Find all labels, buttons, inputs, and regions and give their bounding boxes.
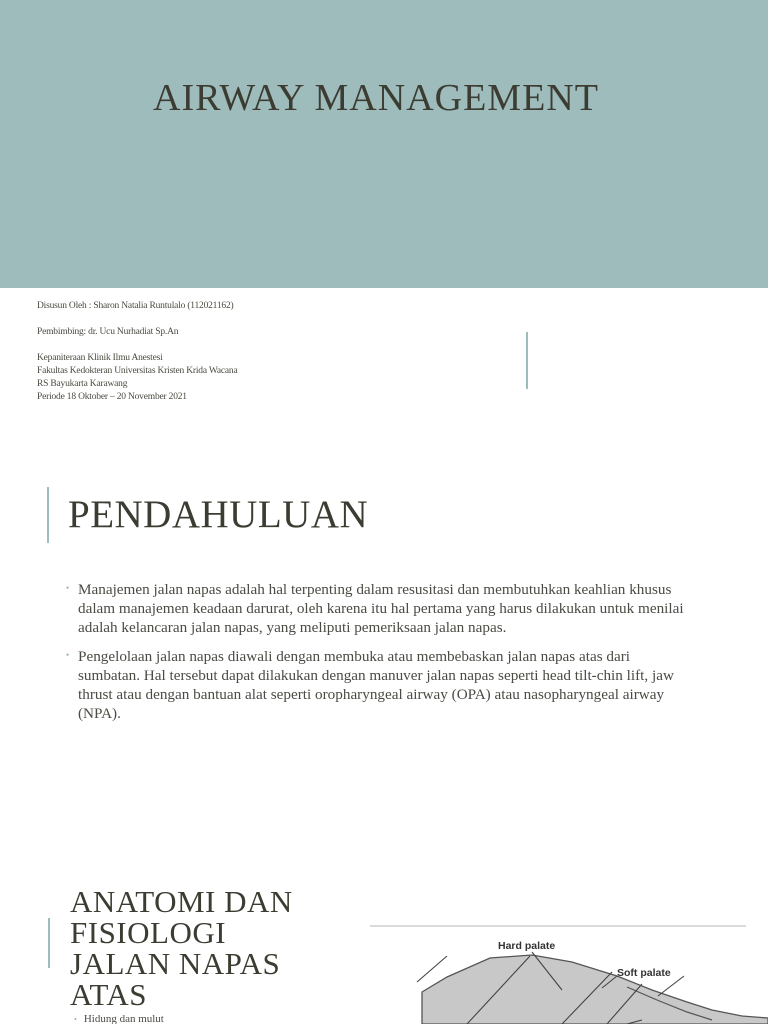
- title-accent-bar: [47, 487, 49, 543]
- title-banner: [0, 0, 768, 288]
- credits-block: [37, 300, 238, 404]
- faculty-line: Fakultas Kedokteran Universitas Kristen Krida Wacana: [37, 366, 238, 376]
- bullet-icon: •: [74, 1015, 77, 1024]
- title-line: FISIOLOGI: [70, 915, 227, 950]
- title-line: ANATOMI DAN: [70, 884, 293, 919]
- label-soft-palate: Soft palate: [617, 967, 671, 979]
- horizontal-rule: [370, 925, 746, 927]
- department-line: Kepaniteraan Klinik Ilmu Anestesi: [37, 353, 163, 363]
- pointer-line: [658, 976, 684, 996]
- presentation-title: AIRWAY MANAGEMENT: [153, 77, 599, 119]
- list-item: [66, 647, 686, 723]
- title-accent-bar: [48, 918, 50, 968]
- section-title-anatomi: [70, 886, 320, 1010]
- bullet-text: Pengelolaan jalan napas diawali dengan membuka atau membebaskan jalan napas atas dari sumbatan. Hal tersebut dapat dilakukan dengan manuver jalan napas seperti head tilt-chin lift, jaw thrust atau dengan bantuan alat seperti oropharyngeal airway (OPA) atau nasopharyngeal airway (NPA).: [78, 648, 674, 722]
- title-line: ATAS: [70, 977, 148, 1012]
- hospital-line: RS Bayukarta Karawang: [37, 379, 128, 389]
- bullet-text: Hidung dan mulut: [83, 1013, 164, 1024]
- title-line: JALAN NAPAS: [70, 946, 281, 981]
- section-title-pendahuluan: PENDAHULUAN: [68, 493, 369, 536]
- bullet-icon: •: [66, 650, 70, 660]
- supervisor-line: Pembimbing: dr. Ucu Nurhadiat Sp.An: [37, 327, 179, 337]
- pointer-line: [417, 956, 447, 982]
- bullet-text: Manajemen jalan napas adalah hal terpenting dalam resusitasi dan membutuhkan keahlian khusus dalam manajemen keadaan darurat, oleh karena itu hal pertama yang harus dilakukan untuk menilai adalah kelancaran jalan napas, yang meliputi pemeriksaan jalan napas.: [78, 581, 684, 636]
- vertical-divider: [526, 332, 528, 389]
- list-item: [66, 580, 686, 637]
- label-hard-palate: Hard palate: [498, 940, 556, 952]
- airway-anatomy-diagram: [412, 932, 768, 1024]
- list-item: [74, 1013, 164, 1024]
- author-line: Disusun Oleh : Sharon Natalia Runtulalo (112021162): [37, 301, 234, 311]
- bullet-icon: •: [66, 583, 70, 593]
- period-line: Periode 18 Oktober – 20 November 2021: [37, 392, 187, 402]
- pendahuluan-body: [66, 580, 686, 733]
